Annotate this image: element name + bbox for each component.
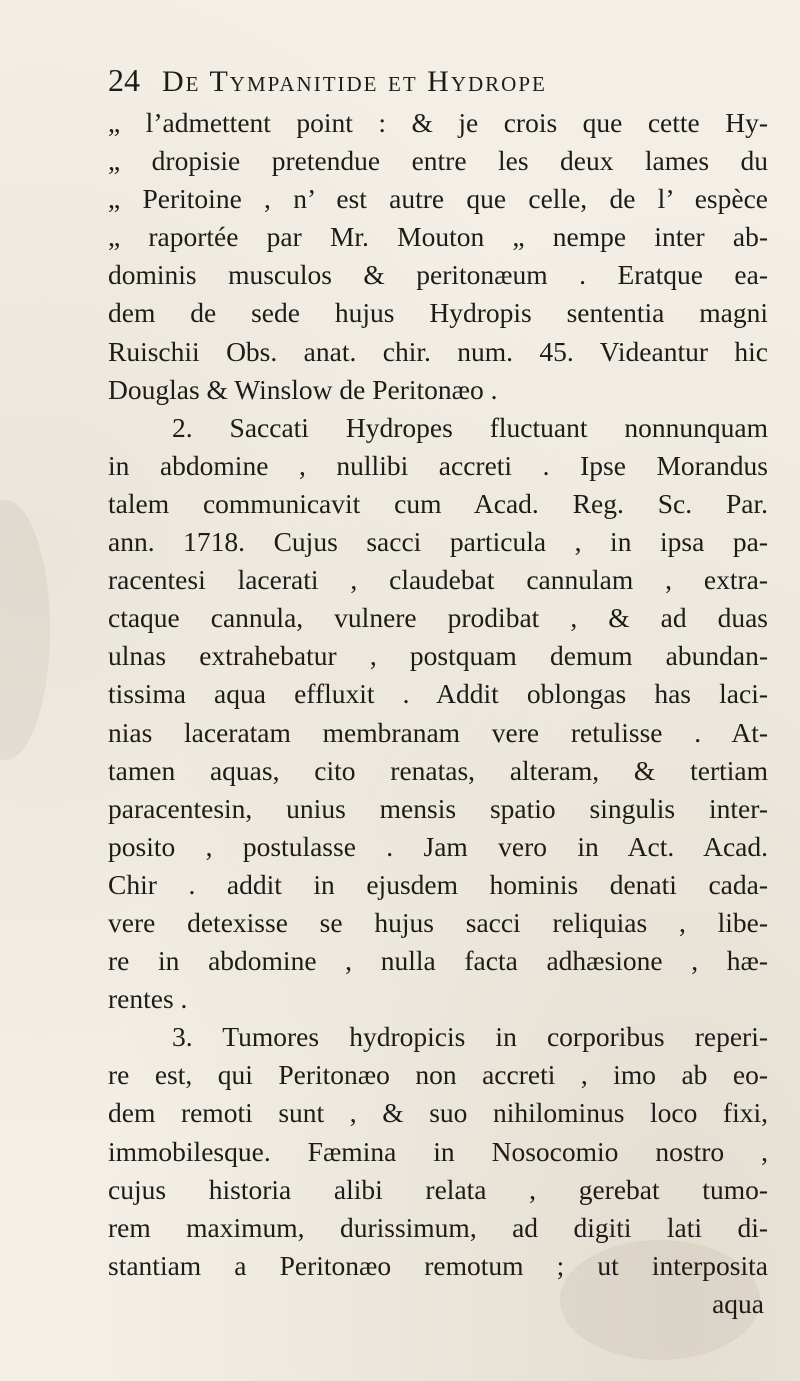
text-line: in abdomine , nullibi accreti . Ipse Morandus [108,449,768,481]
catchword: aqua [712,1287,764,1319]
text-line: „ Peritoine , n’ est autre que celle, de l’ espèce [108,183,768,215]
paragraph-start-line: 2. Saccati Hydropes fluctuant nonnunquam [172,411,768,443]
text-line: „ dropisie pretendue entre les deux lames du [108,145,768,177]
text-line: dem remoti sunt , & suo nihilominus loco fixi, [108,1097,768,1129]
text-line: cujus historia alibi relata , gerebat tumo- [108,1173,768,1205]
text-line: re est, qui Peritonæo non accreti , imo ab eo- [108,1059,768,1091]
text-line: Ruischii Obs. anat. chir. num. 45. Videantur hic [108,335,768,367]
text-line: dem de sede hujus Hydropis sententia magni [108,297,768,329]
text-line: Douglas & Winslow de Peritonæo . [108,373,498,405]
text-line: tissima aqua effluxit . Addit oblongas has laci- [108,678,768,710]
text-line: dominis musculos & peritonæum . Eratque ea- [108,259,768,291]
text-line: vere detexisse se hujus sacci reliquias , libe- [108,906,768,938]
text-line: rem maximum, durissimum, ad digiti lati di- [108,1211,768,1243]
text-line: ulnas extrahebatur , postquam demum abundan- [108,640,768,672]
text-line: „ raportée par Mr. Mouton „ nempe inter ab- [108,221,768,253]
paper-stain [0,500,50,760]
page-header [108,62,768,108]
text-line: paracentesin, unius mensis spatio singulis inter- [108,792,768,824]
text-line: „ l’admettent point : & je crois que cette Hy- [108,107,768,138]
paragraph-start-line: 3. Tumores hydropicis in corporibus reperi- [172,1021,768,1053]
text-line: immobilesque. Fæmina in Nosocomio nostro , [108,1135,768,1167]
text-line: nias laceratam membranam vere retulisse . At- [108,716,768,748]
running-head: De Tympanitide et Hydrope [162,65,547,98]
text-line: re in abdomine , nulla facta adhæsione , hæ- [108,945,768,977]
text-line: stantiam a Peritonæo remotum ; ut interposita [108,1249,768,1281]
body-text [108,104,768,1323]
text-line: talem communicavit cum Acad. Reg. Sc. Par. [108,487,768,519]
page-number: 24 [108,62,140,98]
text-line: ctaque cannula, vulnere prodibat , & ad duas [108,602,768,634]
text-line: racentesi lacerati , claudebat cannulam , extra- [108,564,768,596]
text-line: rentes . [108,983,188,1015]
text-line: posito , postulasse . Jam vero in Act. Acad. [108,830,768,862]
text-line: tamen aquas, cito renatas, alteram, & tertiam [108,754,768,786]
text-line: ann. 1718. Cujus sacci particula , in ipsa pa- [108,526,768,558]
text-line: Chir . addit in ejusdem hominis denati cada- [108,868,768,900]
